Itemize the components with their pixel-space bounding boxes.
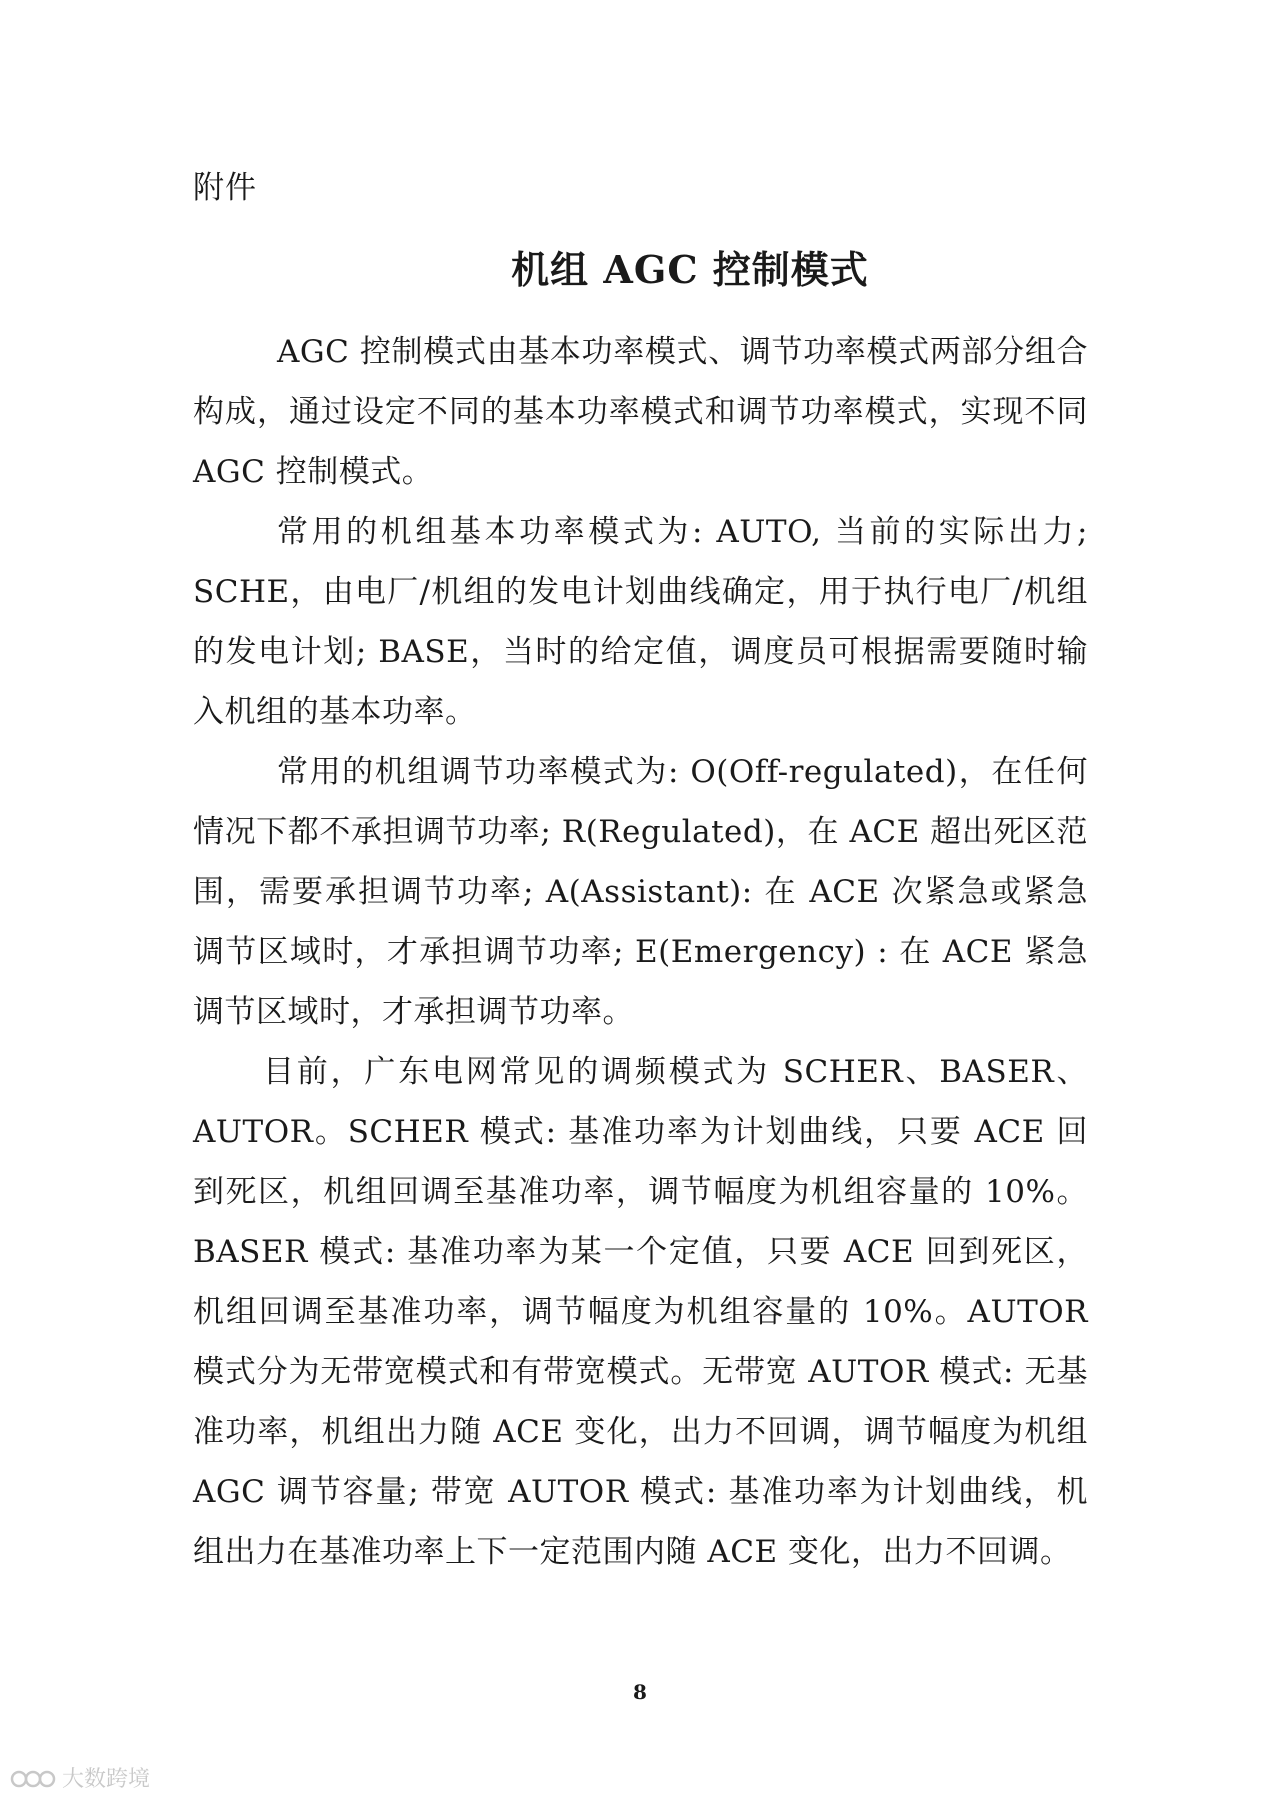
document-body (193, 322, 1088, 1582)
document-title: 机组 AGC 控制模式 (511, 247, 869, 292)
annex-label: 附件 (193, 170, 257, 206)
page-number: 8 (633, 1680, 647, 1704)
watermark (10, 1762, 150, 1793)
paragraph-guangdong-modes: 目前，广东电网常见的调频模式为 SCHER、BASER、AUTOR。SCHER 模式: 基准功率为计划曲线，只要 ACE 回到死区，机组回调至基准功率，调节幅度为机组容量的 10%。BASER 模式: 基准功率为某一个定值，只要 ACE 回到死区，机组回调至基准功率，调节幅度为机组容量的 10%。AUTOR 模式分为无带宽模式和有带宽模式。无带宽 AUTOR 模式: 无基准功率，机组出力随 ACE 变化，出力不回调，调节幅度为机组 AGC 调节容量; 带宽 AUTOR 模式: 基准功率为计划曲线，机组出力在基准功率上下一定范围内随 ACE 变化，出力不回调。 (193, 1054, 1088, 1570)
paragraph-regulation-power-modes: 常用的机组调节功率模式为: O(Off-regulated)，在任何情况下都不承担调节功率; R(Regulated)，在 ACE 超出死区范围，需要承担调节功率; A(Assistant): 在 ACE 次紧急或紧急调节区域时，才承担调节功率; E(Emergency) : 在 ACE 紧急调节区域时，才承担调节功率。 (193, 754, 1088, 1030)
paragraph-base-power-modes: 常用的机组基本功率模式为: AUTO, 当前的实际出力; SCHE，由电厂/机组的发电计划曲线确定，用于执行电厂/机组的发电计划; BASE，当时的给定值，调度员可根据需要随时输入机组的基本功率。 (193, 514, 1088, 730)
watermark-text: 大数跨境 (62, 1767, 151, 1792)
paragraph-agc-overview: AGC 控制模式由基本功率模式、调节功率模式两部分组合构成，通过设定不同的基本功率模式和调节功率模式，实现不同 AGC 控制模式。 (193, 334, 1088, 490)
watermark-logo-icon (10, 1765, 56, 1791)
